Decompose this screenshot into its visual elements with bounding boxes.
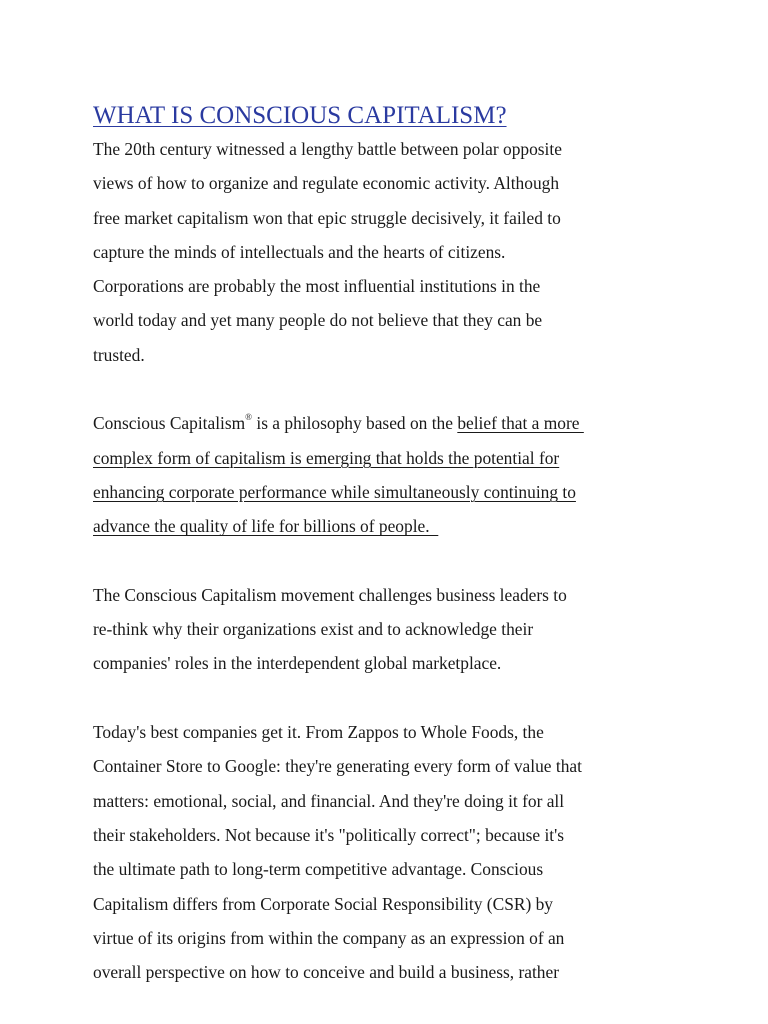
text-line: Today's best companies get it. From Zappos to Whole Foods, the [93,722,544,743]
page-title: WHAT IS CONSCIOUS CAPITALISM? [93,102,507,129]
text-line: The Conscious Capitalism movement challenges business leaders to [93,584,567,605]
text-line: their stakeholders. Not because it's "politically correct"; because it's [93,824,565,845]
text-line: virtue of its origins from within the company as an expression of an [93,927,565,948]
text-line: Corporations are probably the most influential institutions in the [93,276,541,297]
text-line: The 20th century witnessed a lengthy battle between polar opposite [93,139,562,159]
paragraph-gap [93,681,733,715]
text-line: world today and yet many people do not believe that they can be [93,310,543,331]
text-line: free market capitalism won that epic struggle decisively, it failed to [93,207,561,228]
underlined-line: complex form of capitalism is emerging that holds the potential for [93,447,560,468]
registered-mark: ® [245,412,253,423]
text-line: trusted. [93,344,145,365]
document-page [93,100,733,989]
text-line: companies' roles in the interdependent global marketplace. [93,653,502,674]
text-segment: is a philosophy based on the [252,413,458,434]
underlined-text: belief that a more [457,413,584,434]
paragraph-definition [93,406,733,543]
text-line: matters: emotional, social, and financial. And they're doing it for all [93,790,565,811]
paragraph-gap [93,372,733,406]
text-line: capture the minds of intellectuals and the hearts of citizens. [93,241,506,262]
text-line: the ultimate path to long-term competitive advantage. Conscious [93,859,544,880]
text-line: re-think why their organizations exist and to acknowledge their [93,619,534,640]
text-line: Capitalism differs from Corporate Social Responsibility (CSR) by [93,893,554,914]
text-line: Container Store to Google: they're generating every form of value that [93,756,582,777]
paragraph-intro [93,132,733,372]
text-line: overall perspective on how to conceive and build a business, rather [93,962,560,983]
paragraph-companies [93,715,733,989]
underlined-line: advance the quality of life for billions of people. [93,516,439,537]
text-line: views of how to organize and regulate economic activity. Although [93,173,560,194]
paragraph-gap [93,544,733,578]
term-text: Conscious Capitalism [93,413,246,434]
text-line [93,406,733,440]
underlined-line: enhancing corporate performance while simultaneously continuing to [93,481,576,502]
paragraph-movement [93,578,733,681]
